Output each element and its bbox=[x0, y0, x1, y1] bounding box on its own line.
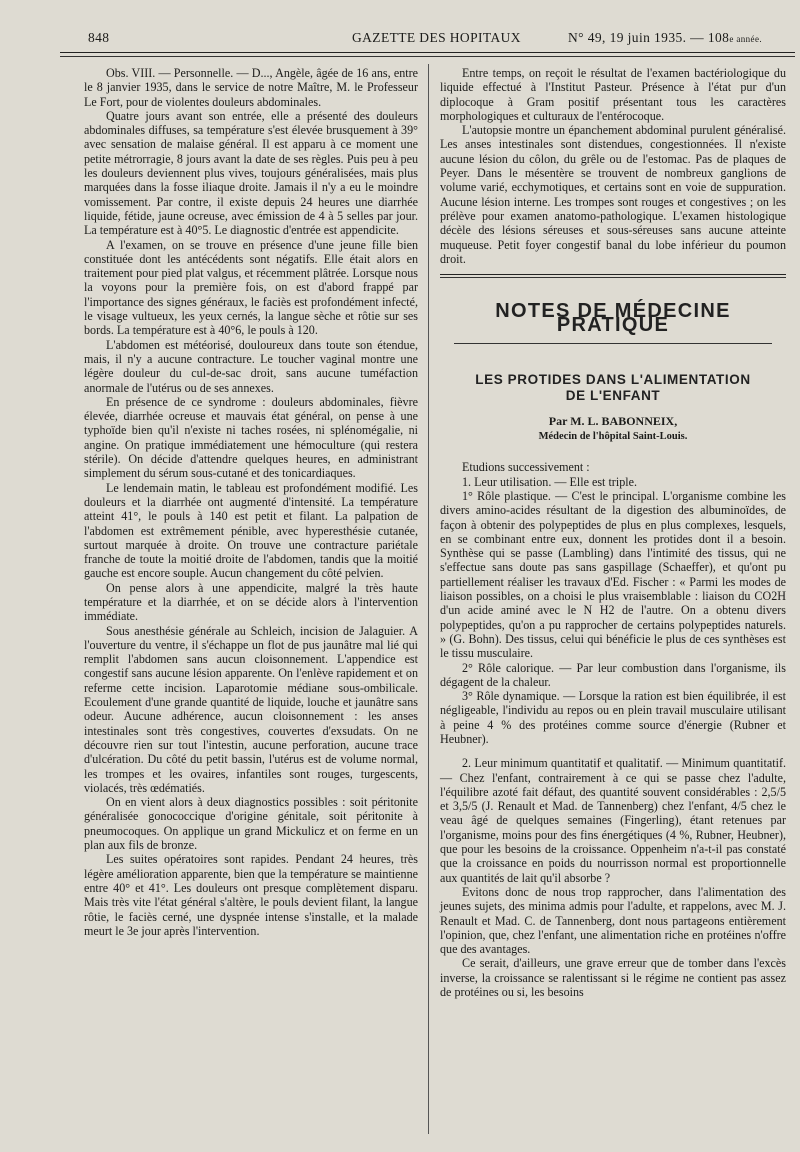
paragraph: Ce serait, d'ailleurs, une grave erreur que de tomber dans l'excès inverse, la croissance se ralentissant si le régime ne contient pas assez de protéines ou si, les besoins bbox=[440, 956, 786, 1000]
author-affiliation: Médecin de l'hôpital Saint-Louis. bbox=[538, 431, 688, 443]
section-title: NOTES DE MÉDECINE PRATIQUE bbox=[495, 300, 731, 337]
paragraph: 2° Rôle calorique. — Par leur combustion dans l'organisme, ils dégagent de la chaleur. bbox=[440, 660, 786, 689]
paragraph: On pense alors à une appendicite, malgré la très haute température et la diarrhée, et on se décide alors à l'intervention immédiate. bbox=[84, 580, 418, 624]
section-title-rule bbox=[454, 343, 772, 344]
paragraph: 3° Rôle dynamique. — Lorsque la ration est bien équilibrée, il est négligeable, l'individu au repos ou en plein travail musculaire utilisant à peine 4 % des protéines comme source d'énergie (Rubner et Heubner). bbox=[440, 689, 786, 746]
issue-suffix: e année. bbox=[729, 34, 762, 44]
article-end-rule bbox=[440, 274, 786, 275]
paragraph: Les suites opératoires sont rapides. Pendant 24 heures, très légère amélioration apparente, bien que la température se maintienne entre 40° et 41°. Les douleurs ont presque complètement disparu. Mais très vite l'état général s'altère, le pouls devient filant, la langue rôtie, le faciès cerné, une dyspnée intense s'installe, et la malade meurt le 3e jour après l'intervention. bbox=[84, 852, 418, 938]
column-divider bbox=[428, 64, 429, 1134]
page-number: 848 bbox=[88, 30, 110, 45]
journal-title: GAZETTE DES HOPITAUX bbox=[352, 30, 521, 45]
paragraph: 1° Rôle plastique. — C'est le principal. L'organisme combine les divers amino-acides résultant de la digestion des albuminoïdes, de façon à obtenir des polypeptides de plus en plus complexes, lesquels, en se combinant entre eux, donnent les protides dont il a besoin. Synthèse qui se passe (Lambling) dans l'intimité des tissus, qui ne s'effectue sans doute pas sans gaspillage (Schaeffer), et qu'ont pu partiellement réaliser les travaux d'Ed. Fischer : « Parmi les modes de liaison possibles, on a choisi le plus vraisemblable : liaison du CO2H d'un acide aminé avec le N H2 de l'autre. On a obtenu divers polypeptides, qu'on a pu rapprocher de certains polypeptides naturels. » (G. Bohn). Des tissus, celui qui bénéficie le plus de ces synthèses est le tissu musculaire. bbox=[440, 488, 786, 661]
header-rule bbox=[60, 52, 795, 53]
header-rule-thin bbox=[60, 56, 795, 57]
paragraph: Le lendemain matin, le tableau est profondément modifié. Les douleurs et la diarrhée ont augmenté d'intensité. La température atteint 41°, le pouls à 140 est petit et filant. La palpation de l'abdomen est extrêmement pénible, avec hyperesthésie cutanée, surtout marquée à droite. On trouve une contracture pariétale franche de toute la moitié droite de l'abdomen, tandis que la moitié gauche est encore souple. Aucun changement du côté pelvien. bbox=[84, 480, 418, 581]
paragraph: Quatre jours avant son entrée, elle a présenté des douleurs abdominales diffuses, sa température s'est élevée brusquement à 39° avec sensation de malaise général. Il est apparu à ce moment une petite métrorragie, 8 jours avant la date de ses règles. Puis peu à peu les douleurs deviennent plus vives, toujours généralisées, mais plus marquées dans la fosse iliaque droite. Jamais il n'y a eu le moindre vomissement. Par contre, il existe depuis 24 heures une diarrhée liquide, fétide, jaune ocreuse, avec émission de 4 à 5 selles par jour. La température est à 40°5. Le diagnostic d'entrée est appendicite. bbox=[84, 108, 418, 238]
paragraph: Obs. VIII. — Personnelle. — D..., Angèle, âgée de 16 ans, entre le 8 janvier 1935, dans le service de notre Maître, M. le Professeur Le Fort, pour de violentes douleurs abdominales. bbox=[84, 66, 418, 109]
article-author: Par M. L. BABONNEIX, bbox=[548, 413, 678, 428]
page-header bbox=[60, 30, 795, 52]
paragraph: 1. Leur utilisation. — Elle est triple. bbox=[462, 474, 637, 489]
paragraph: On en vient alors à deux diagnostics possibles : soit péritonite généralisée gonococcique d'origine génitale, soit péritonite à pneumocoques. On applique un grand Mickulicz et on ferme en un plan aux fils de bronze. bbox=[84, 795, 418, 853]
paragraph: En présence de ce syndrome : douleurs abdominales, fièvre élevée, diarrhée ocreuse et mauvais état général, on pense à une typhoïde bien qu'il n'existe ni taches rosées, ni splénomégalie, ni angine. On pratique immédiatement une hémoculture (qui restera stérile). On décide d'attendre quelques heures, en administrant simplement du sérum sous-cutané et des tonicardiaques. bbox=[84, 394, 418, 481]
article-title-line: LES PROTIDES DANS L'ALIMENTATION bbox=[475, 371, 751, 387]
paragraph: Etudions successivement : bbox=[462, 460, 590, 475]
issue-info bbox=[568, 30, 762, 46]
article-title-line: DE L'ENFANT bbox=[565, 387, 661, 403]
right-column bbox=[440, 66, 786, 999]
paragraph: 2. Leur minimum quantitatif et qualitatif. — Minimum quantitatif. — Chez l'enfant, contrairement à ce qui se passe chez l'adulte, l'équilibre azoté fait défaut, des quantité souvent considérables : 2,5/5 et 3,5/5 (J. Renault et Mad. de Tannenberg) chez l'enfant, 4/5 chez le veau âgé de quelques semaines (Fingerling), étant retenues par l'organisme, moins pour des fins énergétiques (4 %, Rubner, Heubner), que pour les besoins de la croissance. Oppenheim n'a-t-il pas constaté que la croissance en poids du nourrisson normal est proportionnelle aux quantités de lait qu'il absorbe ? bbox=[440, 756, 786, 885]
paragraph: Evitons donc de nous trop rapprocher, dans l'alimentation des jeunes sujets, des minima admis pour l'adulte, et rappelons, avec M. J. Renault et Mad. C. de Tannenberg, dont nous partageons entièrement l'opinion, que, chez l'enfant, une alimentation riche en protéines n'offre que des avantages. bbox=[440, 884, 786, 957]
paragraph: L'abdomen est météorisé, douloureux dans toute son étendue, mais, il n'y a aucune contracture. Le toucher vaginal montre une légère douleur du cul-de-sac droit, sans aucune tuméfaction anormale de l'utérus ou de ses annexes. bbox=[84, 337, 418, 395]
paragraph: Sous anesthésie générale au Schleich, incision de Jalaguier. A l'ouverture du ventre, il s'échappe un flot de pus jaunâtre mal lié qui remplit l'abdomen sans aucun cloisonnement. L'appendice est congestif sans aucune lésion apparente. On l'enlève rapidement et on referme cette incision. Laparotomie médiane sous-ombilicale. Ecoulement d'une grande quantité de liquide, louche et jaunâtre sans odeur. Aucune adhérence, aucun cloisonnement : les anses intestinales sont très congestives, couvertes d'exsudats. On ne découvre rien sur tout l'intestin, aucune perforation, aucune trace d'ulcération. Du côté du petit bassin, l'utérus est de volume normal, les trompes et les ovaires, infantiles sont rouges, turgescents, violacés, très œdématiés. bbox=[84, 623, 418, 795]
article-end-rule-thin bbox=[440, 277, 786, 278]
left-column bbox=[84, 66, 418, 938]
paragraph: Entre temps, on reçoit le résultat de l'examen bactériologique du liquide effectué à l'Institut Pasteur. Présence à l'état pur d'un diplocoque à Gram positif présentant tous les caractères morphologiques et culturaux de l'entérocoque. bbox=[440, 66, 786, 123]
article-title bbox=[440, 372, 786, 404]
paragraph: A l'examen, on se trouve en présence d'une jeune fille bien constituée dont les antécédents sont négatifs. Elle était alors en traitement pour pied plat valgus, et récemment plâtrée. Lorsque nous la voyons pour la première fois, on est d'abord frappé par l'importance des signes généraux, le faciès est profondément infecté, le visage vultueux, les yeux cernés, la langue sèche et rôtie sur ses bords. La température est à 40°6, le pouls à 120. bbox=[84, 237, 418, 338]
issue-text: N° 49, 19 juin 1935. — 108 bbox=[568, 30, 730, 45]
paragraph: L'autopsie montre un épanchement abdominal purulent généralisé. Les anses intestinales sont distendues, congestionnées. Il n'existe aucune lésion du côlon, du grêle ou de l'estomac. Pas de plaques de Peyer. Dans le mésentère se trouvent de nombreux ganglions de volume varié, ecchymotiques, et certains sont en voie de suppuration. Aucune lésion interne. Les trompes sont rouges et congestives ; on les prélève pour examen anatomo-pathologique. L'examen histologique décèle des lésions séreuses et sous-séreuses sans aucune atteinte muqueuse. Petit foyer congestif banal du lobe inférieur du poumon droit. bbox=[440, 123, 786, 266]
